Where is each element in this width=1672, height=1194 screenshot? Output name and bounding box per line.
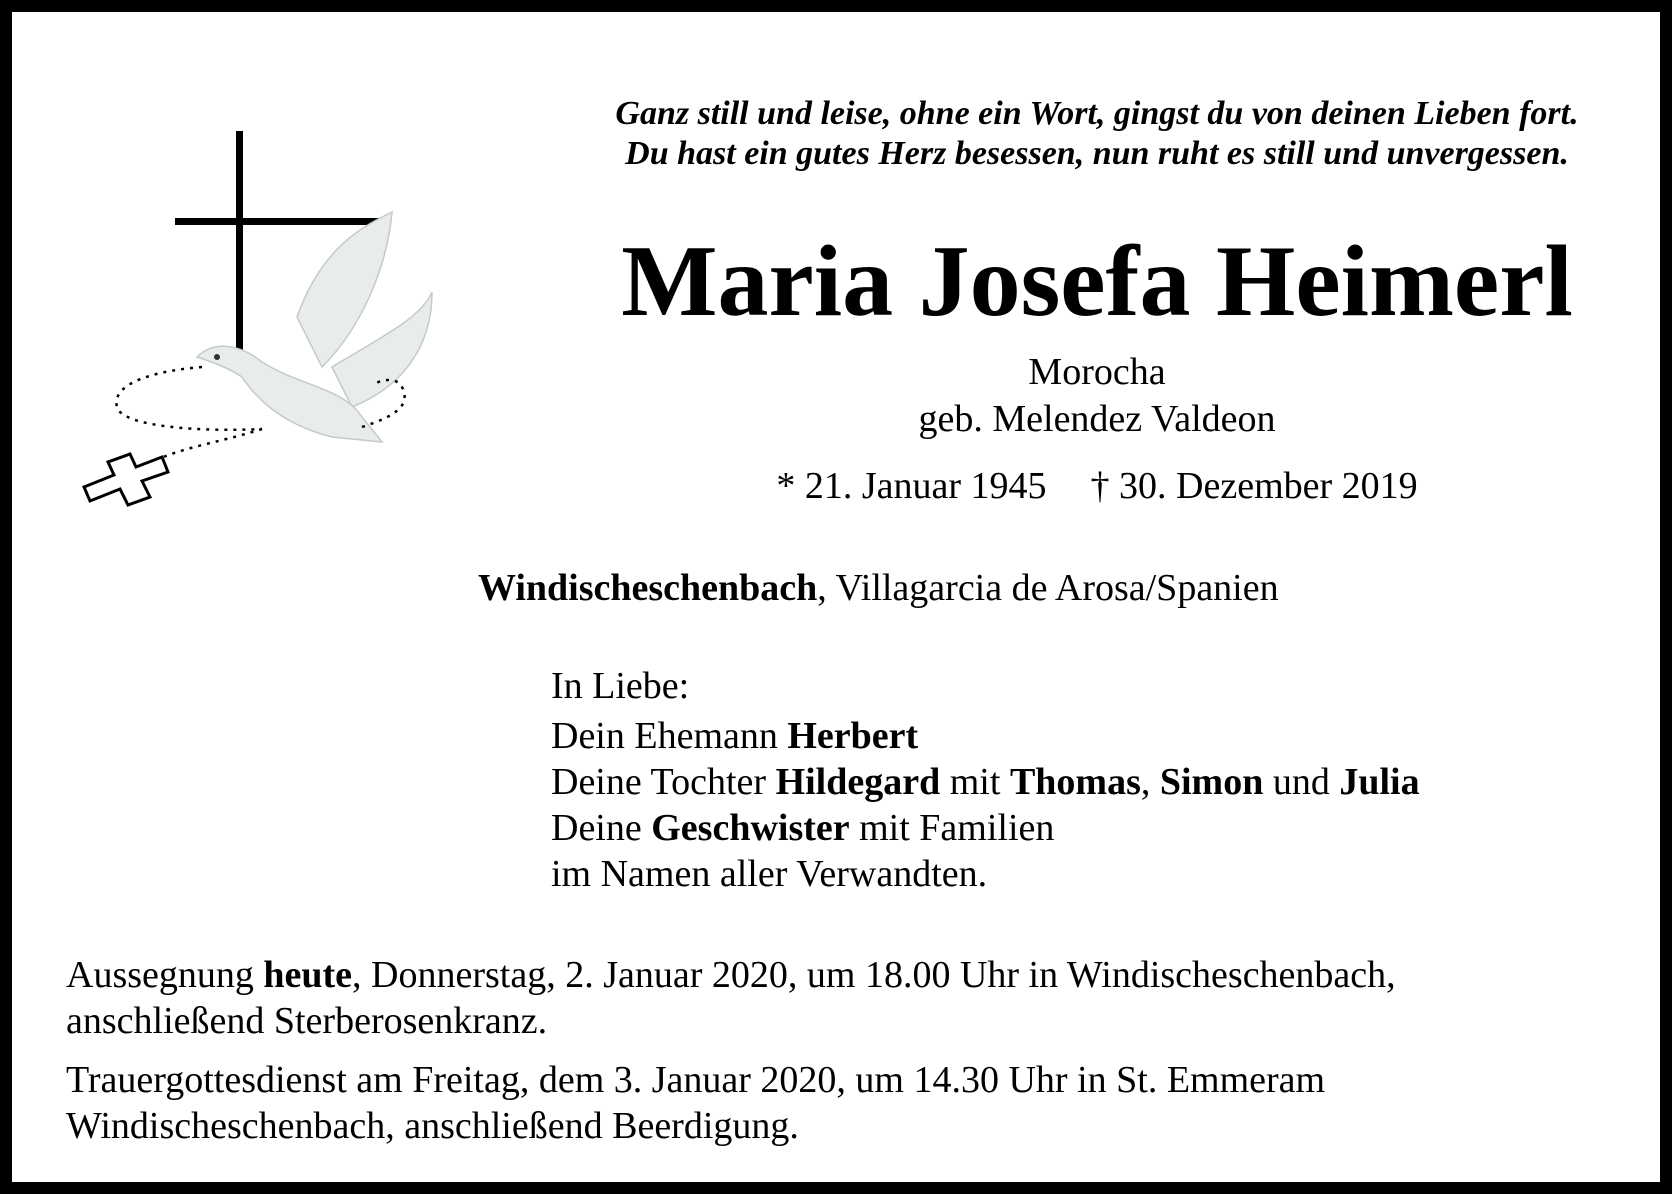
places xyxy=(478,565,1279,611)
nickname: Morocha xyxy=(1028,351,1166,393)
death-date: † 30. Dezember 2019 xyxy=(1090,465,1418,507)
cross-dove-rosary-icon xyxy=(62,117,452,547)
life-dates xyxy=(442,463,1672,509)
mourners-intro: In Liebe: xyxy=(551,665,690,707)
mourner-line: Dein Ehemann Herbert xyxy=(551,715,919,757)
mourner-line: Deine Tochter Hildegard mit Thomas, Simon und Julia xyxy=(551,761,1420,803)
mourners xyxy=(551,663,1420,897)
verse-line: Ganz still und leise, ohne ein Wort, gingst du von deinen Lieben fort. xyxy=(615,95,1579,132)
birth-date: * 21. Januar 1945 xyxy=(776,465,1047,507)
verse xyxy=(442,94,1672,174)
service-aussegnung: Aussegnung heute, Donnerstag, 2. Januar 2020, um 18.00 Uhr in Windischeschenbach, anschließend Sterberosenkranz. xyxy=(66,954,1396,1042)
service-funeral: Trauergottesdienst am Freitag, dem 3. Januar 2020, um 14.30 Uhr in St. Emmeram Windischeschenbach, anschließend Beerdigung. xyxy=(66,1059,1326,1147)
place-rest: , Villagarcia de Arosa/Spanien xyxy=(817,567,1279,609)
mourner-line: Deine Geschwister mit Familien xyxy=(551,807,1055,849)
verse-line: Du hast ein gutes Herz besessen, nun ruht es still und unvergessen. xyxy=(625,135,1569,172)
deceased-name: Maria Josefa Heimerl xyxy=(621,225,1573,338)
birth-name: geb. Melendez Valdeon xyxy=(918,398,1276,440)
mourner-line: im Namen aller Verwandten. xyxy=(551,853,988,895)
place-main: Windischeschenbach xyxy=(478,567,818,609)
